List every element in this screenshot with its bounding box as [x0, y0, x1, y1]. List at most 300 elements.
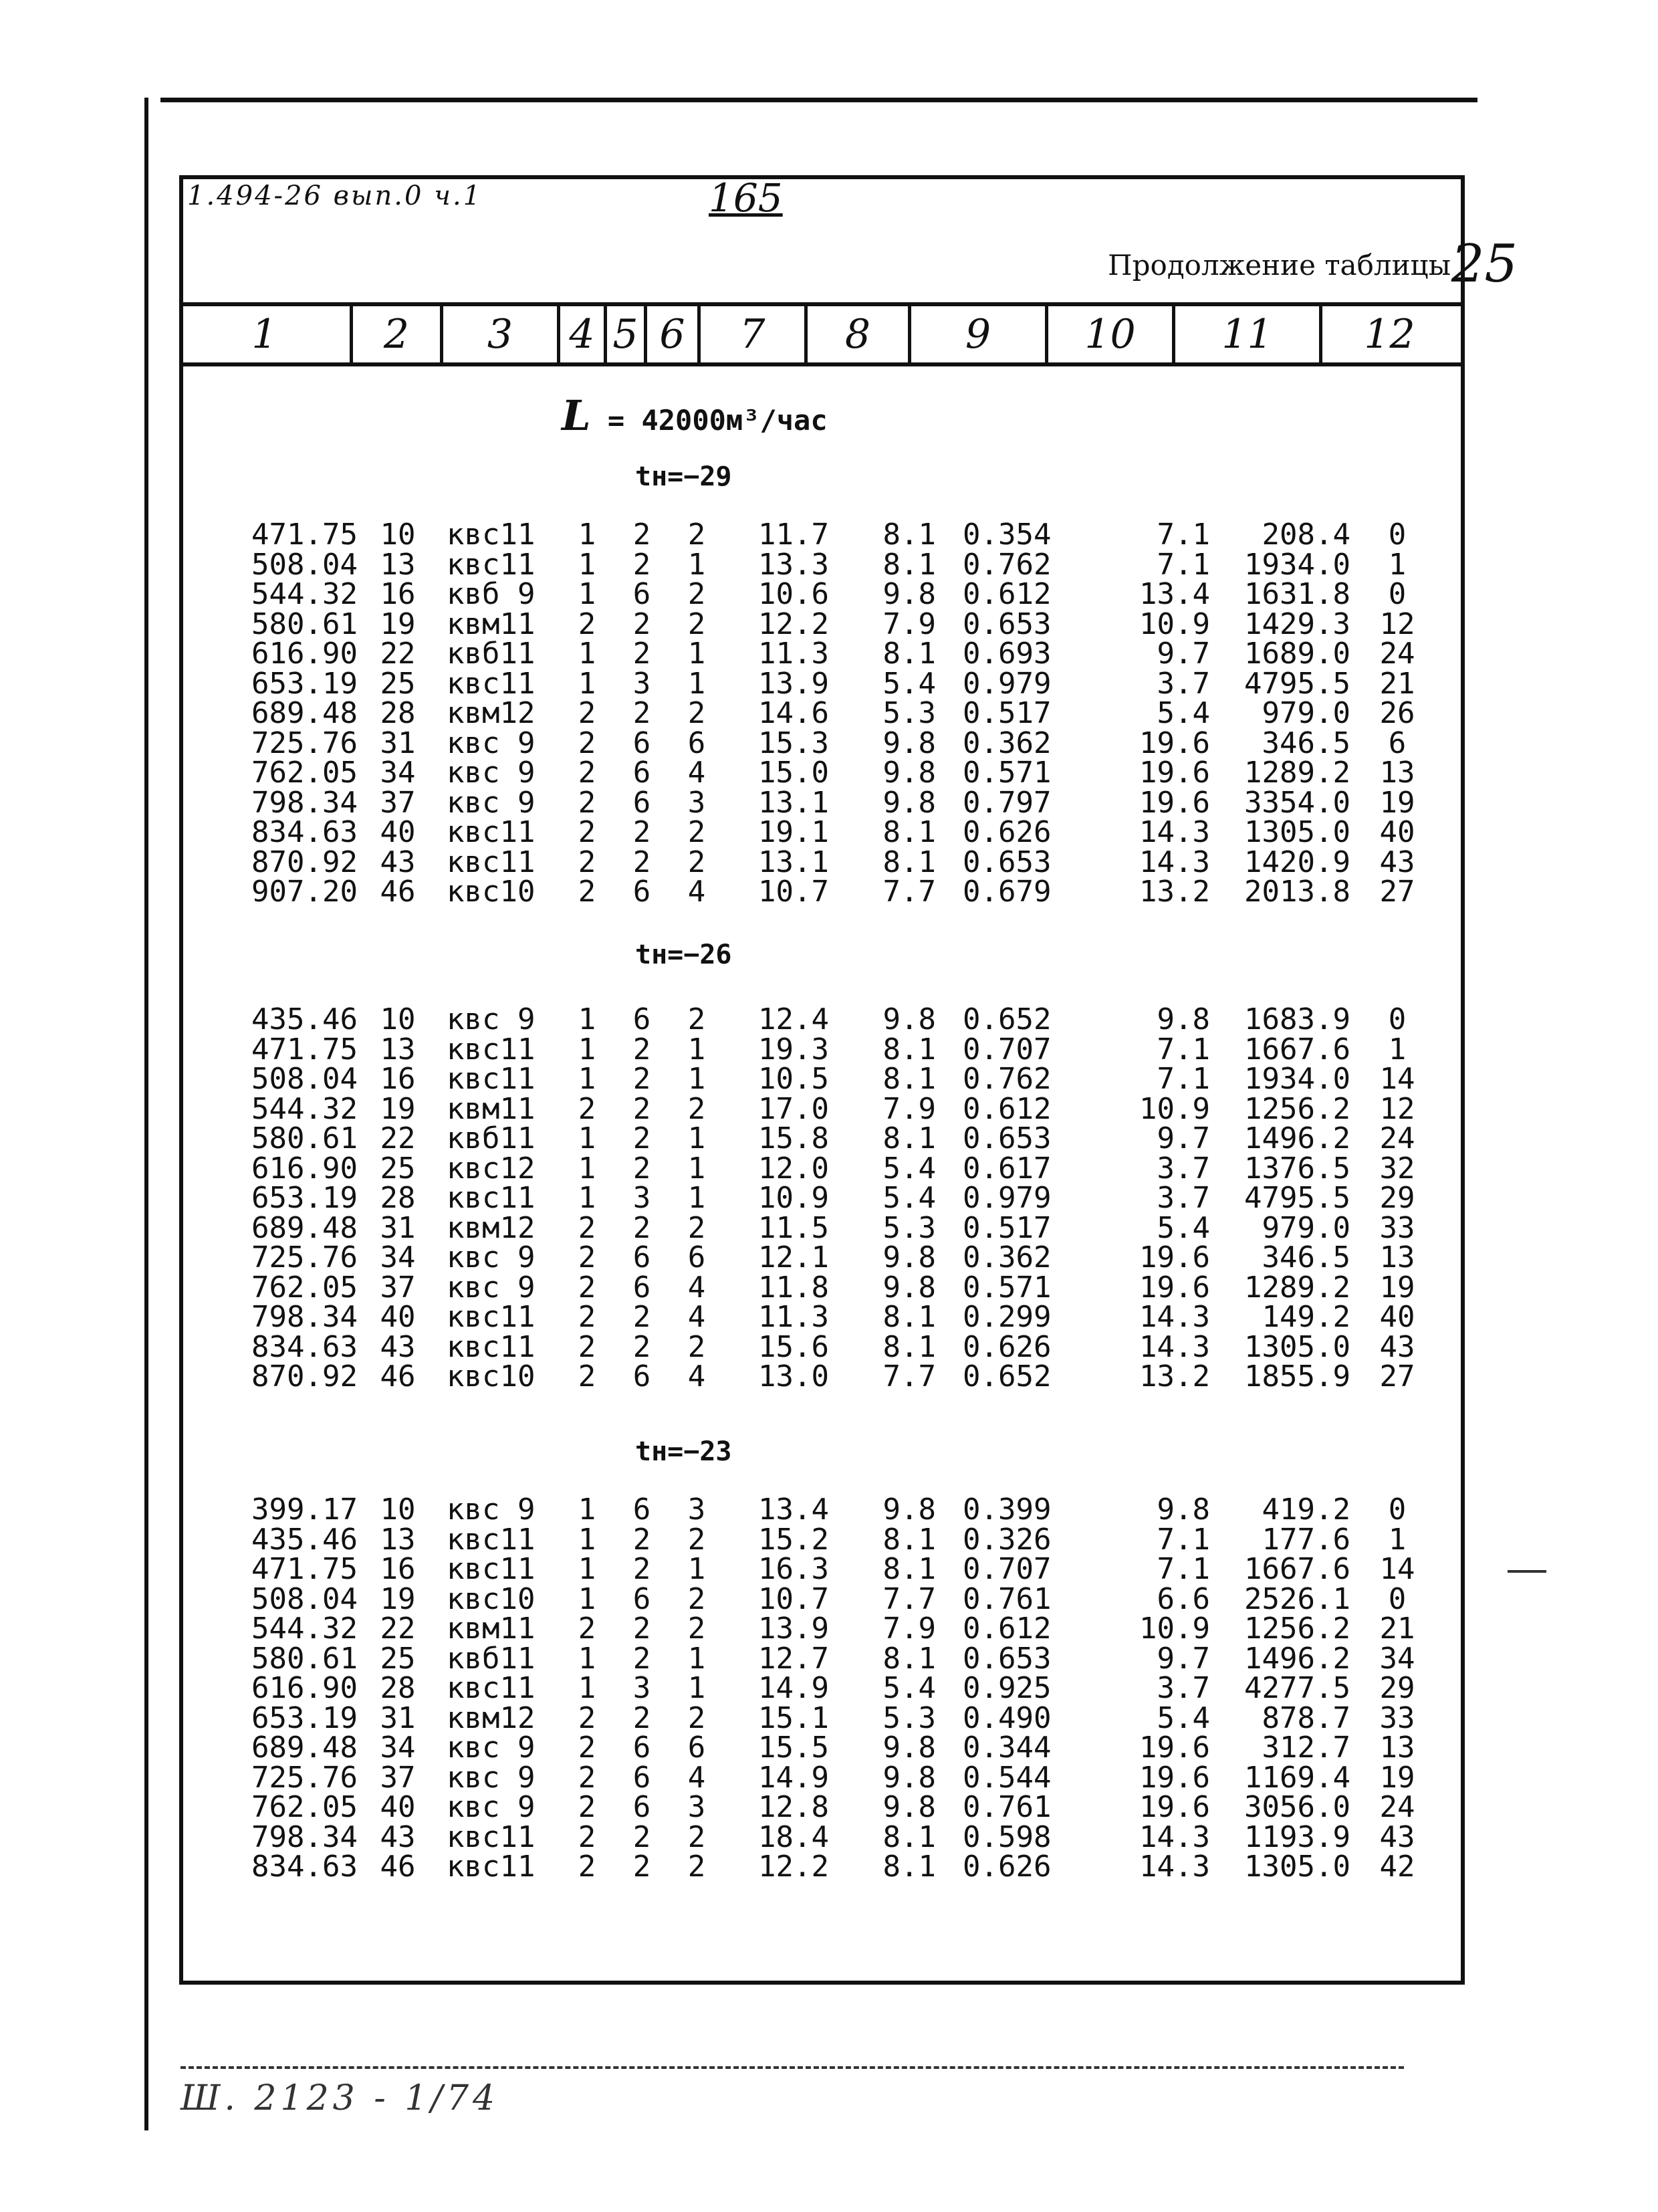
table-cell: квм12 — [447, 1210, 536, 1245]
table-cell: квс11 — [447, 1850, 536, 1884]
table-cell: 0 — [1388, 518, 1407, 552]
table-cell: 0.762 — [963, 547, 1052, 582]
table-cell: 6 — [632, 785, 651, 820]
table-cell: 31 — [380, 1700, 416, 1735]
table-cell: 0 — [1388, 577, 1407, 611]
table-cell: 24 — [1379, 1790, 1415, 1824]
table-cell: 508.04 — [251, 547, 358, 582]
table-cell: 870.92 — [251, 845, 358, 879]
table-cell: 0 — [1388, 1581, 1407, 1616]
table-cell: 14.3 — [1139, 1329, 1210, 1364]
table-cell: 3.7 — [1157, 666, 1210, 701]
table-cell: 6 — [632, 1359, 651, 1394]
table-cell: 40 — [380, 815, 416, 849]
table-cell: квм11 — [447, 606, 536, 641]
table-cell: 0.612 — [963, 1091, 1052, 1126]
table-cell: 6 — [632, 577, 651, 611]
table-cell: 40 — [380, 1790, 416, 1824]
table-cell: 13 — [1379, 1731, 1415, 1765]
table-cell: квс 9 — [447, 1492, 536, 1527]
table-cell: 11.7 — [758, 518, 829, 552]
table-cell: 9.8 — [882, 1270, 936, 1305]
table-cell: 7.1 — [1157, 1552, 1210, 1586]
table-cell: 21 — [1379, 666, 1415, 701]
table-row — [0, 1210, 1658, 1245]
table-cell: 1 — [578, 1002, 596, 1036]
table-cell: 2 — [687, 1329, 706, 1364]
table-cell: 2 — [632, 1522, 651, 1557]
column-header: 5 — [607, 306, 647, 362]
table-cell: 15.8 — [758, 1121, 829, 1155]
table-cell: 19 — [1379, 1270, 1415, 1305]
formula-symbol: L — [562, 391, 591, 440]
table-cell: 28 — [380, 696, 416, 730]
table-cell: 2 — [578, 875, 596, 909]
table-cell: 725.76 — [251, 1240, 358, 1275]
table-cell: 3 — [687, 785, 706, 820]
table-cell: 26 — [1379, 696, 1415, 730]
table-cell: 0.925 — [963, 1671, 1052, 1705]
table-cell: 6 — [632, 756, 651, 790]
table-cell: 19 — [1379, 1760, 1415, 1795]
table-cell: 1 — [687, 1032, 706, 1067]
table-cell: 2 — [632, 637, 651, 671]
table-cell: 0.761 — [963, 1790, 1052, 1824]
table-cell: квс10 — [447, 1581, 536, 1616]
table-cell: 8.1 — [882, 1819, 936, 1854]
table-cell: 12.2 — [758, 1850, 829, 1884]
table-cell: 13.3 — [758, 547, 829, 582]
table-cell: 0.693 — [963, 637, 1052, 671]
table-cell: 43 — [1379, 845, 1415, 879]
table-cell: 2 — [687, 1522, 706, 1557]
table-cell: 32 — [1379, 1151, 1415, 1186]
table-cell: 9.8 — [882, 1731, 936, 1765]
table-cell: квс11 — [447, 666, 536, 701]
table-cell: 9.8 — [882, 577, 936, 611]
table-cell: 1289.2 — [1244, 1270, 1350, 1305]
table-cell: 1 — [578, 518, 596, 552]
top-rule — [160, 98, 1477, 102]
table-cell: 1 — [687, 1062, 706, 1096]
table-cell: 3 — [632, 1671, 651, 1705]
table-cell: квс11 — [447, 1062, 536, 1096]
table-cell: 7.1 — [1157, 547, 1210, 582]
table-cell: 0.653 — [963, 1121, 1052, 1155]
table-cell: 0.626 — [963, 1850, 1052, 1884]
table-cell: 1683.9 — [1244, 1002, 1350, 1036]
table-cell: 6 — [1388, 726, 1407, 760]
table-cell: 18.4 — [758, 1819, 829, 1854]
table-cell: 3 — [687, 1790, 706, 1824]
table-row — [0, 726, 1658, 760]
table-cell: 33 — [1379, 1700, 1415, 1735]
table-cell: 9.8 — [882, 1002, 936, 1036]
table-cell: 2 — [687, 696, 706, 730]
table-cell: 0.490 — [963, 1700, 1052, 1735]
table-cell: 6 — [687, 726, 706, 760]
table-cell: 3354.0 — [1244, 785, 1350, 820]
table-cell: 0.626 — [963, 1329, 1052, 1364]
table-cell: 2 — [632, 1329, 651, 1364]
table-cell: квс11 — [447, 518, 536, 552]
table-cell: 1496.2 — [1244, 1641, 1350, 1676]
table-row — [0, 1614, 1658, 1644]
table-row — [0, 1121, 1658, 1155]
table-cell: квм12 — [447, 696, 536, 730]
table-cell: 9.8 — [882, 756, 936, 790]
table-cell: 9.8 — [882, 1492, 936, 1527]
table-cell: 19.6 — [1139, 726, 1210, 760]
table-cell: 15.1 — [758, 1700, 829, 1735]
table-row — [0, 1091, 1658, 1126]
table-cell: 2 — [687, 518, 706, 552]
column-header: 12 — [1364, 311, 1415, 358]
table-cell: 0.544 — [963, 1760, 1052, 1795]
table-cell: 40 — [380, 1300, 416, 1334]
table-cell: 12.0 — [758, 1151, 829, 1186]
table-cell: 0 — [1388, 1492, 1407, 1527]
table-cell: 1 — [578, 1671, 596, 1705]
table-cell: 6 — [632, 1492, 651, 1527]
table-cell: 616.90 — [251, 1671, 358, 1705]
table-cell: 46 — [380, 1850, 416, 1884]
table-cell: 471.75 — [251, 518, 358, 552]
table-cell: 13.9 — [758, 666, 829, 701]
table-cell: 7.1 — [1157, 518, 1210, 552]
table-row — [0, 1700, 1658, 1735]
table-cell: квс 9 — [447, 1270, 536, 1305]
table-row — [0, 1181, 1658, 1215]
table-cell: 6 — [632, 1002, 651, 1036]
page-number: 165 — [709, 175, 783, 221]
table-cell: 33 — [1379, 1210, 1415, 1245]
table-cell: 0.362 — [963, 1240, 1052, 1275]
table-cell: 12 — [1379, 606, 1415, 641]
table-cell: 19.6 — [1139, 1240, 1210, 1275]
table-cell: 19 — [1379, 785, 1415, 820]
table-cell: 4277.5 — [1244, 1671, 1350, 1705]
table-cell: 1 — [578, 1552, 596, 1586]
column-header-row — [179, 302, 1465, 366]
table-cell: 0.344 — [963, 1731, 1052, 1765]
table-cell: 2 — [578, 1091, 596, 1126]
table-cell: 0.354 — [963, 518, 1052, 552]
table-cell: 6 — [632, 726, 651, 760]
table-cell: 16.3 — [758, 1552, 829, 1586]
table-cell: 10.5 — [758, 1062, 829, 1096]
table-cell: 14.9 — [758, 1671, 829, 1705]
table-cell: 0.362 — [963, 726, 1052, 760]
table-cell: 9.8 — [882, 1760, 936, 1795]
table-row — [0, 1359, 1658, 1394]
table-cell: 1934.0 — [1244, 1062, 1350, 1096]
table-cell: 208.4 — [1262, 518, 1350, 552]
table-cell: 14 — [1379, 1552, 1415, 1586]
table-cell: квс 9 — [447, 1002, 536, 1036]
table-cell: 7.9 — [882, 1091, 936, 1126]
table-cell: 10.6 — [758, 577, 829, 611]
table-cell: 8.1 — [882, 1641, 936, 1676]
table-cell: 1 — [578, 1641, 596, 1676]
table-cell: 544.32 — [251, 577, 358, 611]
table-cell: 34 — [380, 756, 416, 790]
table-cell: 6 — [687, 1731, 706, 1765]
table-cell: 2 — [632, 1850, 651, 1884]
table-cell: 798.34 — [251, 1300, 358, 1334]
table-cell: 544.32 — [251, 1612, 358, 1646]
bottom-rule — [181, 2066, 1404, 2072]
table-cell: 13.9 — [758, 1612, 829, 1646]
column-header: 6 — [647, 306, 701, 362]
table-cell: 8.1 — [882, 1522, 936, 1557]
group-title: tн=−29 — [635, 461, 732, 492]
table-cell: 14.3 — [1139, 845, 1210, 879]
table-cell: 40 — [1379, 815, 1415, 849]
table-cell: 1256.2 — [1244, 1091, 1350, 1126]
table-cell: 15.6 — [758, 1329, 829, 1364]
table-cell: 10.7 — [758, 1581, 829, 1616]
column-header: 4 — [560, 306, 607, 362]
table-cell: квм11 — [447, 1612, 536, 1646]
table-cell: 14 — [1379, 1062, 1415, 1096]
table-cell: 5.4 — [882, 1151, 936, 1186]
table-row — [0, 758, 1658, 788]
table-row — [0, 1522, 1658, 1557]
table-cell: 13 — [380, 1522, 416, 1557]
table-cell: 10.9 — [1139, 1612, 1210, 1646]
table-cell: 2 — [687, 1819, 706, 1854]
table-cell: 0.653 — [963, 606, 1052, 641]
table-cell: 0.598 — [963, 1819, 1052, 1854]
table-cell: 979.0 — [1262, 1210, 1350, 1245]
table-cell: 0.299 — [963, 1300, 1052, 1334]
table-cell: 17.0 — [758, 1091, 829, 1126]
table-cell: 7.9 — [882, 1612, 936, 1646]
table-cell: 43 — [1379, 1329, 1415, 1364]
table-cell: 27 — [1379, 1359, 1415, 1394]
table-cell: квс11 — [447, 815, 536, 849]
table-cell: 177.6 — [1262, 1522, 1350, 1557]
table-cell: 0.652 — [963, 1359, 1052, 1394]
table-cell: 37 — [380, 785, 416, 820]
table-cell: 43 — [1379, 1819, 1415, 1854]
table-cell: квс11 — [447, 1522, 536, 1557]
table-cell: 2 — [687, 1002, 706, 1036]
table-cell: 9.8 — [1157, 1492, 1210, 1527]
table-cell: 6 — [632, 1760, 651, 1795]
table-cell: 16 — [380, 1062, 416, 1096]
table-cell: 2 — [687, 1581, 706, 1616]
table-cell: 22 — [380, 1121, 416, 1155]
table-cell: 2 — [578, 1270, 596, 1305]
table-cell: 2 — [578, 1760, 596, 1795]
table-cell: 10 — [380, 1492, 416, 1527]
table-cell: 6 — [632, 1581, 651, 1616]
table-cell: 5.4 — [1157, 696, 1210, 730]
table-cell: 1305.0 — [1244, 1850, 1350, 1884]
table-cell: 312.7 — [1262, 1731, 1350, 1765]
table-row — [0, 1002, 1658, 1036]
table-cell: 2 — [632, 1300, 651, 1334]
table-cell: 10.9 — [1139, 606, 1210, 641]
table-cell: 346.5 — [1262, 726, 1350, 760]
table-cell: 0.979 — [963, 1181, 1052, 1215]
table-cell: 2 — [687, 1091, 706, 1126]
table-cell: 798.34 — [251, 785, 358, 820]
table-cell: 9.8 — [882, 1790, 936, 1824]
footer-code: Ш. 2123 - 1/74 — [181, 2078, 499, 2118]
table-cell: 12 — [1379, 1091, 1415, 1126]
table-cell: 0.979 — [963, 666, 1052, 701]
table-cell: 8.1 — [882, 1062, 936, 1096]
table-cell: 43 — [380, 1329, 416, 1364]
table-cell: 7.1 — [1157, 1062, 1210, 1096]
table-cell: квс12 — [447, 1151, 536, 1186]
table-cell: 762.05 — [251, 1270, 358, 1305]
table-cell: 2 — [578, 815, 596, 849]
table-cell: 2 — [578, 1300, 596, 1334]
table-cell: 762.05 — [251, 756, 358, 790]
table-cell: 725.76 — [251, 1760, 358, 1795]
table-cell: 0.326 — [963, 1522, 1052, 1557]
table-cell: 4795.5 — [1244, 1181, 1350, 1215]
table-cell: 43 — [380, 845, 416, 879]
table-cell: 762.05 — [251, 1790, 358, 1824]
table-cell: квм12 — [447, 1700, 536, 1735]
table-cell: 15.2 — [758, 1522, 829, 1557]
table-cell: 878.7 — [1262, 1700, 1350, 1735]
table-cell: 28 — [380, 1181, 416, 1215]
table-cell: 4 — [687, 1359, 706, 1394]
table-cell: 11.3 — [758, 637, 829, 671]
table-cell: 6 — [632, 1731, 651, 1765]
table-cell: 11.5 — [758, 1210, 829, 1245]
table-cell: 1667.6 — [1244, 1552, 1350, 1586]
table-cell: квс10 — [447, 875, 536, 909]
column-header: 3 — [443, 306, 560, 362]
formula-text: = 42000м³/час — [607, 404, 828, 437]
continuation-label: Продолжение таблицы — [1108, 249, 1451, 282]
table-cell: 12.2 — [758, 606, 829, 641]
column-header: 8 — [808, 306, 911, 362]
table-cell: 19.6 — [1139, 756, 1210, 790]
table-cell: 8.1 — [882, 1329, 936, 1364]
table-cell: 4 — [687, 1760, 706, 1795]
table-cell: 1 — [687, 1671, 706, 1705]
table-cell: 1 — [578, 577, 596, 611]
table-cell: 9.8 — [1157, 1002, 1210, 1036]
table-cell: 27 — [1379, 875, 1415, 909]
table-row — [0, 666, 1658, 701]
table-cell: 0.707 — [963, 1032, 1052, 1067]
table-row — [0, 520, 1658, 550]
table-row — [0, 1270, 1658, 1305]
table-cell: 19 — [380, 1091, 416, 1126]
table-cell: 4 — [687, 875, 706, 909]
table-cell: 1 — [578, 1032, 596, 1067]
table-cell: 580.61 — [251, 606, 358, 641]
table-cell: 2 — [632, 1151, 651, 1186]
table-row — [0, 547, 1658, 582]
table-cell: 4 — [687, 1300, 706, 1334]
table-cell: 6 — [632, 1270, 651, 1305]
table-row — [0, 1032, 1658, 1067]
table-cell: 37 — [380, 1760, 416, 1795]
table-cell: 2 — [632, 547, 651, 582]
table-cell: квс11 — [447, 1819, 536, 1854]
table-cell: 11.8 — [758, 1270, 829, 1305]
table-cell: 0.617 — [963, 1151, 1052, 1186]
table-cell: 8.1 — [882, 1121, 936, 1155]
table-cell: 9.7 — [1157, 1121, 1210, 1155]
table-cell: 1169.4 — [1244, 1760, 1350, 1795]
table-cell: 2 — [687, 1210, 706, 1245]
table-cell: 2 — [578, 1850, 596, 1884]
table-cell: 1 — [578, 1121, 596, 1155]
table-cell: 10 — [380, 518, 416, 552]
table-cell: 29 — [1379, 1181, 1415, 1215]
table-cell: 1 — [578, 1181, 596, 1215]
table-cell: 2 — [687, 1612, 706, 1646]
table-cell: 1 — [687, 547, 706, 582]
table-cell: 7.9 — [882, 606, 936, 641]
table-cell: 43 — [380, 1819, 416, 1854]
table-cell: 1193.9 — [1244, 1819, 1350, 1854]
table-cell: 10.9 — [758, 1181, 829, 1215]
table-cell: квс11 — [447, 1181, 536, 1215]
table-cell: 19.3 — [758, 1032, 829, 1067]
table-cell: 9.7 — [1157, 637, 1210, 671]
table-row — [0, 785, 1658, 820]
table-cell: 1256.2 — [1244, 1612, 1350, 1646]
table-cell: 149.2 — [1262, 1300, 1350, 1334]
table-cell: 2 — [578, 726, 596, 760]
table-cell: 2 — [687, 606, 706, 641]
table-cell: 5.4 — [1157, 1210, 1210, 1245]
table-cell: 471.75 — [251, 1032, 358, 1067]
table-cell: 2 — [578, 756, 596, 790]
table-cell: 1 — [687, 1181, 706, 1215]
column-header: 2 — [353, 306, 443, 362]
group-title: tн=−23 — [635, 1436, 732, 1467]
table-cell: квс11 — [447, 1329, 536, 1364]
table-cell: 2 — [578, 1700, 596, 1735]
table-cell: 14.3 — [1139, 1850, 1210, 1884]
table-cell: 1689.0 — [1244, 637, 1350, 671]
table-cell: 471.75 — [251, 1552, 358, 1586]
table-cell: 34 — [380, 1240, 416, 1275]
table-cell: 34 — [1379, 1641, 1415, 1676]
table-cell: 13 — [380, 1032, 416, 1067]
table-cell: квс11 — [447, 1671, 536, 1705]
table-cell: 4 — [687, 1270, 706, 1305]
table-cell: 6 — [632, 1240, 651, 1275]
table-cell: 31 — [380, 1210, 416, 1245]
table-cell: 2 — [632, 1641, 651, 1676]
airflow-formula — [562, 391, 828, 440]
table-cell: 689.48 — [251, 1731, 358, 1765]
table-cell: 1631.8 — [1244, 577, 1350, 611]
table-cell: 346.5 — [1262, 1240, 1350, 1275]
table-cell: 14.9 — [758, 1760, 829, 1795]
table-cell: 1 — [687, 1552, 706, 1586]
table-cell: 2 — [632, 1032, 651, 1067]
table-cell: 653.19 — [251, 1700, 358, 1735]
table-row — [0, 639, 1658, 669]
table-cell: 419.2 — [1262, 1492, 1350, 1527]
table-cell: 0.707 — [963, 1552, 1052, 1586]
